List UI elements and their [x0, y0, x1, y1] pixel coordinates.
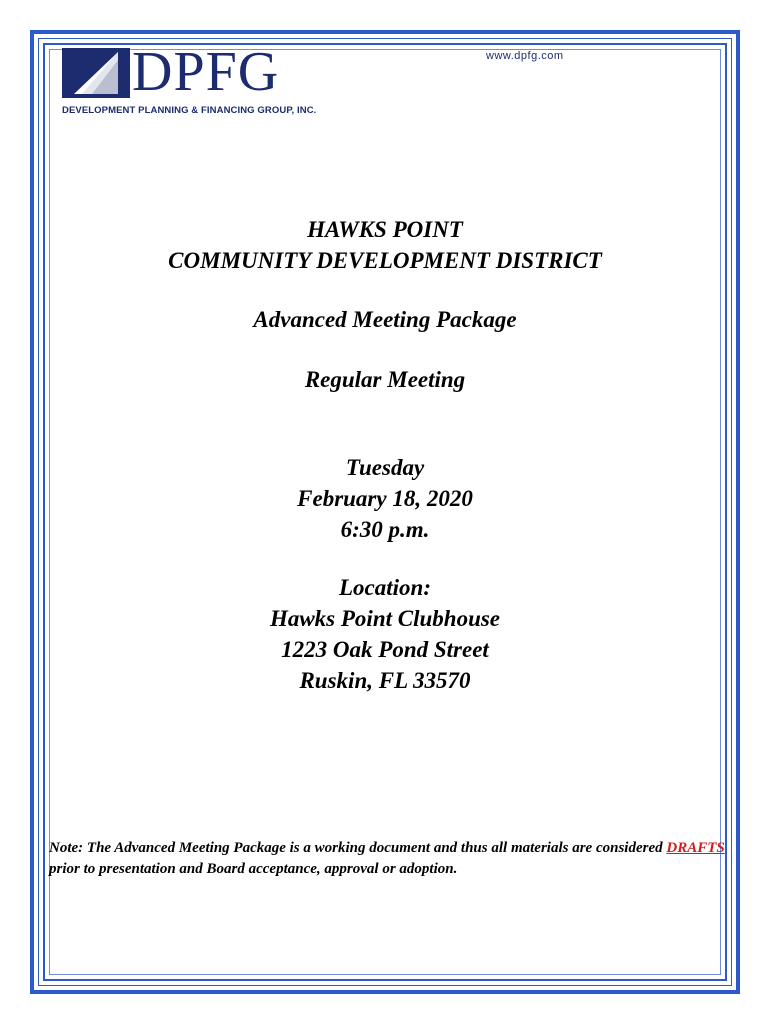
draft-note	[49, 838, 729, 880]
logo-subtitle: DEVELOPMENT PLANNING & FINANCING GROUP, INC.	[62, 105, 317, 116]
note-text-1: Note: The Advanced Meeting Package is a working document and thus all materials are considered	[49, 840, 667, 856]
meeting-location	[40, 572, 730, 696]
title-line-2: COMMUNITY DEVELOPMENT DISTRICT	[168, 248, 602, 273]
location-heading: Location:	[339, 575, 431, 600]
website-link[interactable]: www.dpfg.com	[486, 50, 564, 62]
logo-wordmark: DPFG	[132, 41, 280, 103]
location-street: 1223 Oak Pond Street	[281, 637, 489, 662]
meeting-time: 6:30 p.m.	[340, 517, 430, 542]
note-text-2: prior to presentation and Board acceptance, approval or adoption.	[49, 861, 458, 877]
meeting-schedule	[40, 452, 730, 545]
meeting-date: February 18, 2020	[297, 486, 473, 511]
meeting-type: Regular Meeting	[304, 367, 466, 392]
drafts-highlight: DRAFTS	[666, 840, 725, 856]
triangle-logo-icon	[62, 48, 130, 98]
dpfg-logo	[62, 41, 332, 120]
location-venue: Hawks Point Clubhouse	[269, 606, 501, 631]
package-label: Advanced Meeting Package	[253, 307, 517, 332]
district-title	[40, 214, 730, 276]
location-city: Ruskin, FL 33570	[299, 668, 471, 693]
title-line-1: HAWKS POINT	[307, 217, 463, 242]
meeting-day: Tuesday	[345, 455, 425, 480]
